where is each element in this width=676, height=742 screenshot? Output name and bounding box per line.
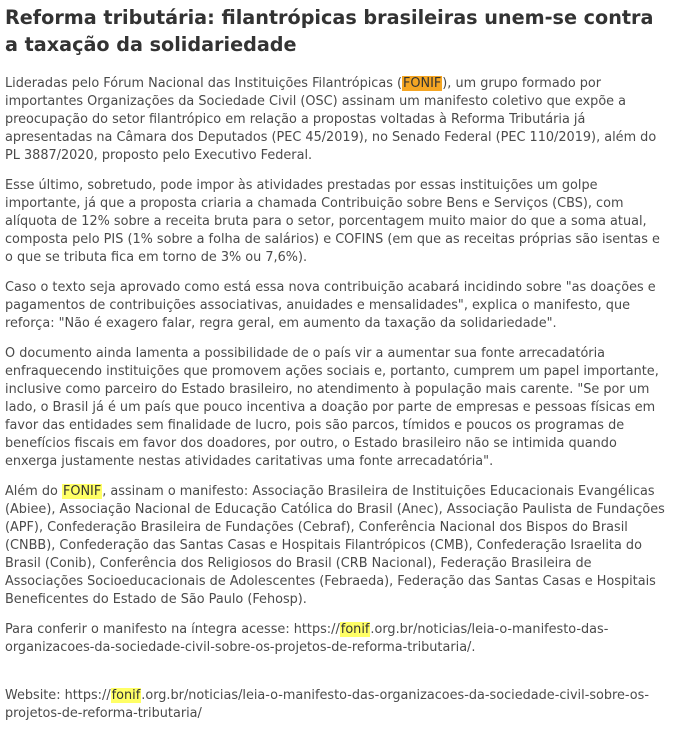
signatories-text-before: Além do: [5, 484, 62, 499]
paragraph-signatories: [5, 483, 670, 609]
manifesto-link-after: .org.br/noticias/leia-o-manifesto-das-organizacoes-da-sociedade-civil-sobre-os-projetos-de-reforma-tributaria/.: [5, 622, 609, 655]
intro-text-after: ), um grupo formado por importantes Organizações da Sociedade Civil (OSC) assinam um manifesto coletivo que expõe a preocupação do setor filantrópico em relação a propostas voltadas à Reforma Tributária já apresentadas na Câmara dos Deputados (PEC 45/2019), no Senado Federal (PEC 110/2019), além do PL 3887/2020, proposto pelo Executivo Federal.: [5, 76, 657, 163]
search-highlight-fonif: fonif: [111, 688, 141, 703]
manifesto-link-before: Para conferir o manifesto na íntegra acesse: https://: [5, 622, 340, 637]
search-highlight-fonif: FONIF: [62, 484, 102, 499]
article-title: Reforma tributária: filantrópicas brasileiras unem-se contra a taxação da solidariedade: [5, 6, 654, 56]
search-highlight-fonif-active: FONIF: [403, 76, 442, 91]
website-url-after: .org.br/noticias/leia-o-manifesto-das-organizacoes-da-sociedade-civil-sobre-os-projetos-de-reforma-tributaria/: [5, 688, 649, 721]
paragraph-document-laments: O documento ainda lamenta a possibilidade de o país vir a aumentar sua fonte arrecadatória enfraquecendo instituições que promovem ações sociais e, portanto, cumprem um papel importante, inclusive como parceiro do Estado brasileiro, no atendimento à população mais carente. "Se por um lado, o Brasil já é um país que pouco incentiva a doação por parte de empresas e pessoas físicas em favor das entidades sem finalidade de lucro, pois são parcos, tímidos e poucos os programas de benefícios fiscais em favor dos doadores, por outro, o Estado brasileiro não se intimida quando enxerga justamente nestas atividades caritativas uma fonte arrecadatória".: [5, 346, 659, 469]
paragraph-website: [5, 687, 670, 723]
website-label-before: Website: https://: [5, 688, 111, 703]
paragraph-cbs: Esse último, sobretudo, pode impor às atividades prestadas por essas instituições um golpe importante, já que a proposta criaria a chamada Contribuição sobre Bens e Serviços (CBS), com alíquota de 12% sobre a receita bruta para o setor, porcentagem muito maior do que a soma atual, composta pelo PIS (1% sobre a folha de salários) e COFINS (em que as receitas próprias são isentas e o que se tributa fica em torno de 3% ou 7,6%).: [5, 178, 660, 265]
paragraph-intro: [5, 75, 670, 165]
paragraph-manifesto-link: [5, 621, 670, 657]
search-highlight-fonif: fonif: [340, 622, 370, 637]
paragraph-manifesto-quote: Caso o texto seja aprovado como está essa nova contribuição acabará incidindo sobre "as doações e pagamentos de contribuições associativas, anuidades e mensalidades", explica o manifesto, que reforça: "Não é exagero falar, regra geral, em aumento da taxação da solidariedade".: [5, 280, 656, 331]
signatories-text-after: , assinam o manifesto: Associação Brasileira de Instituições Educacionais Evangélicas (Abiee), Associação Nacional de Educação Católica do Brasil (Anec), Associação Paulista de Fundações (APF), Confederação Brasileira de Fundações (Cebraf), Conferência Nacional dos Bispos do Brasil (CNBB), Confederação das Santas Casas e Hospitais Filantrópicos (CMB), Confederação Israelita do Brasil (Conib), Conferência dos Religiosos do Brasil (CRB Nacional), Federação Brasileira de Associações Socioeducacionais de Adolescentes (Febraeda), Federação das Santas Casas e Hospitais Beneficentes do Estado de São Paulo (Fehosp).: [5, 484, 665, 607]
intro-text-before: Lideradas pelo Fórum Nacional das Instituições Filantrópicas (: [5, 76, 403, 91]
